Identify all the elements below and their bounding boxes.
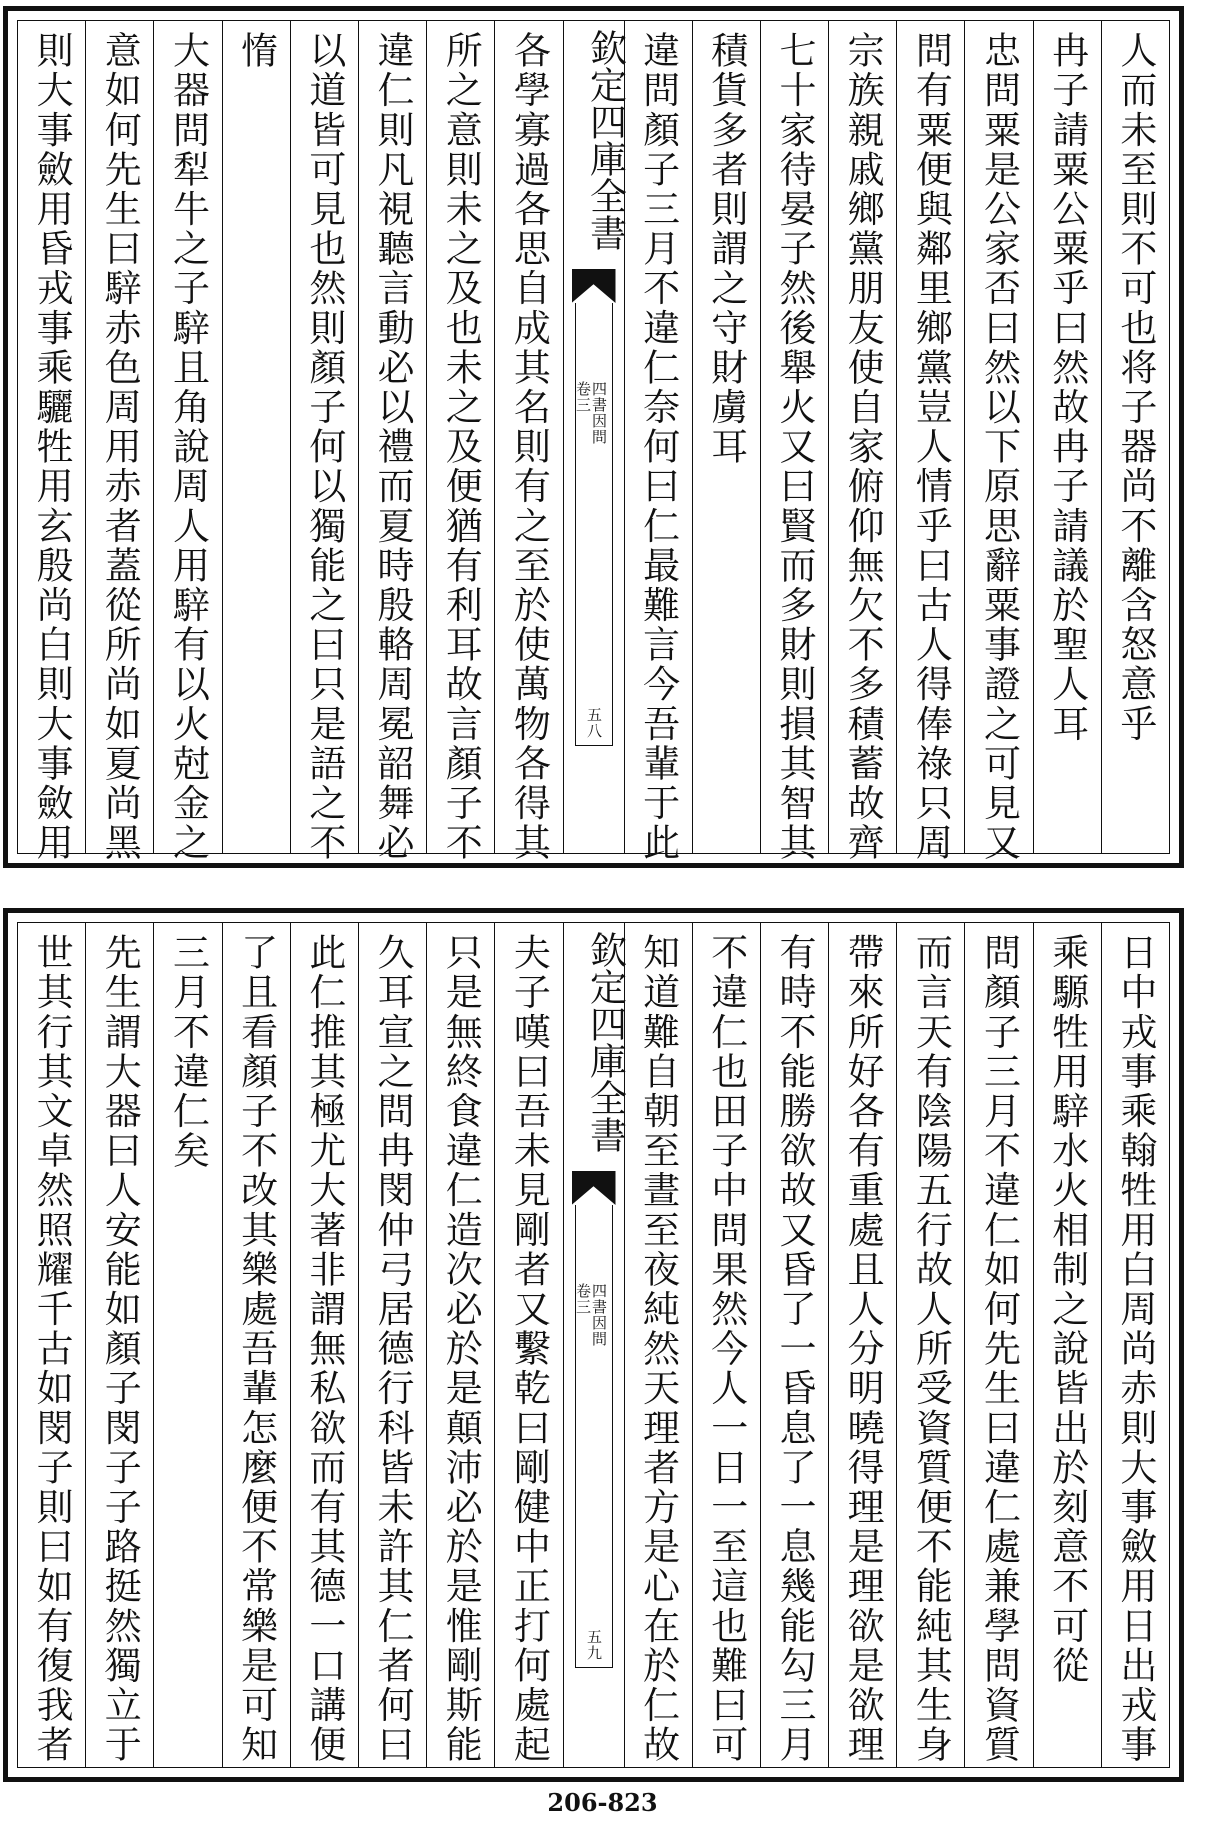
column-text: 久耳宣之問冉閔仲弓居德行科皆未許其仁者何曰 [371, 933, 415, 1765]
center-box [575, 303, 613, 746]
column-text: 各學寡過各思自成其名則有之至於使萬物各得其 [507, 31, 551, 863]
text-column [426, 923, 494, 1767]
fishtail-mark [572, 269, 616, 303]
column-text: 知道難自朝至晝至夜純然天理者方是心在於仁故 [636, 933, 680, 1765]
bottom-page-frame [3, 908, 1184, 1782]
text-column [624, 923, 692, 1767]
text-column [624, 21, 692, 863]
book-title: 四書因問 [590, 381, 608, 445]
text-column [1101, 21, 1169, 853]
text-column [828, 923, 896, 1767]
text-column [85, 21, 153, 863]
column-text: 意如何先生曰騂赤色周用赤者蓋從所尚如夏尚黑 [98, 31, 142, 863]
text-column [222, 21, 290, 853]
text-column [896, 923, 964, 1767]
column-text: 積貨多者則謂之守財虜耳 [704, 31, 748, 467]
text-column [1033, 923, 1101, 1767]
text-column [964, 923, 1032, 1767]
column-text: 大器問犁牛之子騂且角說周人用騂有以火尅金之 [166, 31, 210, 863]
column-text: 夫子嘆曰吾未見剛者又繫乾曰剛健中正打何處起 [507, 933, 551, 1765]
column-text: 七十家待晏子然後舉火又曰賢而多財則損其智其 [772, 31, 816, 863]
column-text: 以道皆可見也然則顏子何以獨能之曰只是語之不 [302, 31, 346, 863]
top-page-columns [17, 20, 1170, 863]
text-column [964, 21, 1032, 863]
column-text: 了且看顏子不改其樂處吾輩怎麼便不常樂是可知 [234, 933, 278, 1765]
column-text: 問顏子三月不違仁如何先生曰違仁處兼學問資質 [977, 933, 1021, 1765]
text-column [153, 923, 221, 1767]
book-title: 四書因問 [590, 1283, 608, 1347]
column-text: 惰 [234, 31, 278, 71]
text-column [692, 923, 760, 1767]
column-text: 違仁則凡視聽言動必以禮而夏時殷輅周冕韶舞必 [371, 31, 415, 863]
text-column [290, 923, 358, 1767]
text-column [18, 21, 85, 863]
text-column [85, 923, 153, 1767]
column-text: 此仁推其極尤大著非謂無私欲而有其德一口講便 [302, 933, 346, 1765]
text-column [1101, 923, 1169, 1767]
column-text: 三月不違仁矣 [166, 933, 210, 1171]
column-text: 先生謂大器曰人安能如顏子閔子子路挺然獨立于 [98, 933, 142, 1765]
center-fold-column [563, 923, 627, 1767]
column-text: 則大事斂用昏戎事乘驪牲用玄殷尚白則大事斂用 [30, 31, 74, 863]
text-column [494, 923, 562, 1767]
column-text: 忠問粟是公家否曰然以下原思辭粟事證之可見又 [977, 31, 1021, 863]
text-column [760, 21, 828, 863]
text-column [1033, 21, 1101, 853]
text-column [760, 923, 828, 1767]
bottom-page-columns [17, 922, 1170, 1768]
volume-number: 卷三 [574, 1283, 592, 1315]
text-column [153, 21, 221, 863]
text-column [692, 21, 760, 853]
text-column [828, 21, 896, 863]
text-column [494, 21, 562, 863]
text-column [358, 923, 426, 1767]
column-text: 問有粟便與鄰里鄉黨豈人情乎曰古人得俸祿只周 [909, 31, 953, 863]
column-text: 有時不能勝欲故又昏了一昏息了一息幾能勾三月 [772, 933, 816, 1765]
page-number: 206-823 [547, 1788, 658, 1817]
text-column [426, 21, 494, 863]
column-text: 宗族親戚鄉黨朋友使自家俯仰無欠不多積蓄故齊 [841, 31, 885, 863]
top-page-frame [3, 6, 1184, 868]
column-text: 而言天有陰陽五行故人所受資質便不能純其生身 [909, 933, 953, 1765]
collection-title: 欽定四庫全書 [583, 29, 627, 251]
column-text: 世其行其文卓然照耀千古如閔子則曰如有復我者 [30, 933, 74, 1765]
text-column [358, 21, 426, 863]
folio-number: 五九 [585, 1629, 603, 1661]
column-text: 冉子請粟公粟乎曰然故冉子請議於聖人耳 [1045, 31, 1089, 744]
text-column [222, 923, 290, 1767]
column-text: 人而未至則不可也将子器尚不離含怒意乎 [1113, 31, 1157, 744]
fishtail-mark [572, 1171, 616, 1205]
center-fold-column [563, 21, 627, 853]
column-text: 不違仁也田子中問果然今人一日一至這也難曰可 [704, 933, 748, 1765]
column-text: 只是無終食違仁造次必於是顛沛必於是惟剛斯能 [439, 933, 483, 1765]
collection-title: 欽定四庫全書 [583, 931, 627, 1153]
column-text: 違問顏子三月不違仁奈何曰仁最難言今吾輩于此 [636, 31, 680, 863]
column-text: 日中戎事乘翰牲用白周尚赤則大事斂用日出戎事 [1113, 933, 1157, 1765]
text-column [896, 21, 964, 863]
column-text: 乘騵牲用騂水火相制之說皆出於刻意不可從 [1045, 933, 1089, 1686]
center-box [575, 1205, 613, 1668]
column-text: 所之意則未之及也未之及便猶有利耳故言顏子不 [439, 31, 483, 863]
text-column [18, 923, 85, 1767]
volume-number: 卷三 [574, 381, 592, 413]
folio-number: 五八 [585, 707, 603, 739]
column-text: 帶來所好各有重處且人分明曉得理是理欲是欲理 [841, 933, 885, 1765]
text-column [290, 21, 358, 863]
